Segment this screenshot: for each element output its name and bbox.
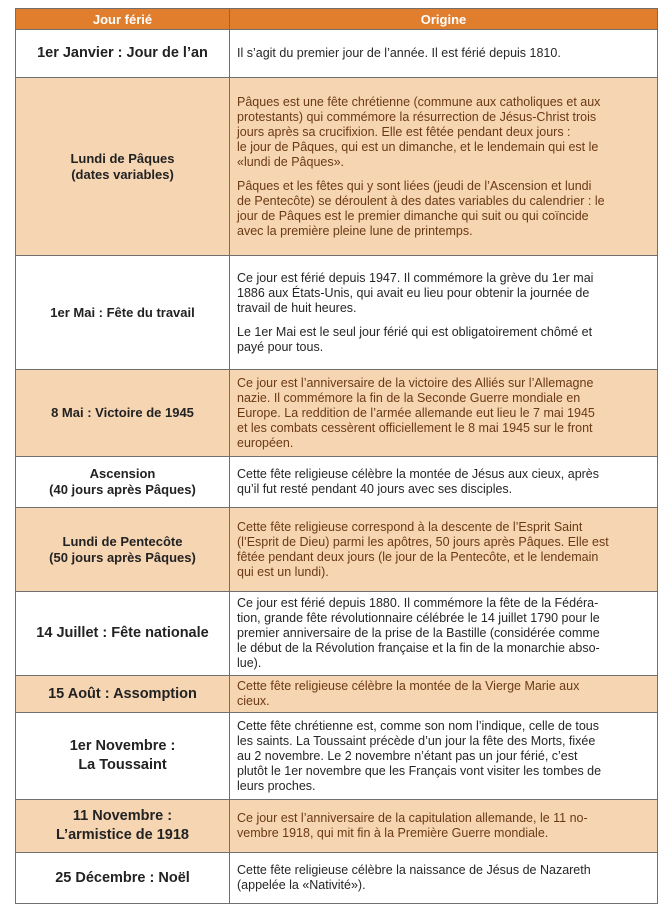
origin-paragraph: Le 1er Mai est le seul jour férié qui est obligatoirement chômé et payé pour tous. xyxy=(237,324,593,354)
holiday-name: 25 Décembre : Noël xyxy=(16,853,230,904)
holiday-name: 1er Janvier : Jour de l’an xyxy=(16,30,230,78)
origin-paragraph: Cette fête religieuse célèbre la montée de la Vierge Marie aux cieux. xyxy=(237,679,580,708)
holiday-name: 8 Mai : Victoire de 1945 xyxy=(16,370,230,457)
origin-paragraph: Il s’agit du premier jour de l’année. Il est férié depuis 1810. xyxy=(237,46,561,60)
table-row xyxy=(16,713,658,800)
holidays-table xyxy=(15,8,658,904)
origin-paragraph: Cette fête chrétienne est, comme son nom l’indique, celle de tous les saints. La Toussaint précède d’un jour la fête des Morts, fixée au 2 novembre. Le 2 novembre n’étant pas un jour férié, c’est plutôt le 1er novembre que les Français vont visiter les tombes de leurs proches. xyxy=(237,718,602,793)
table-row xyxy=(16,78,658,256)
holiday-name: 1er Mai : Fête du travail xyxy=(16,256,230,370)
table-row xyxy=(16,800,658,853)
origin-paragraph: Ce jour est férié depuis 1947. Il commémore la grève du 1er mai 1886 aux États-Unis, qui avait eu lieu pour obtenir la journée de travail de huit heures. xyxy=(237,270,594,315)
holiday-origin xyxy=(230,457,658,508)
holiday-name: 15 Août : Assomption xyxy=(16,676,230,713)
table-row xyxy=(16,370,658,457)
holiday-origin xyxy=(230,256,658,370)
table-row xyxy=(16,30,658,78)
holiday-name: Lundi de Pâques (dates variables) xyxy=(16,78,230,256)
holiday-name: Lundi de Pentecôte (50 jours après Pâques) xyxy=(16,508,230,592)
holiday-origin xyxy=(230,853,658,904)
table-row xyxy=(16,676,658,713)
holiday-origin xyxy=(230,508,658,592)
header-row xyxy=(16,9,658,30)
holiday-name: 11 Novembre : L’armistice de 1918 xyxy=(16,800,230,853)
origin-paragraph: Cette fête religieuse correspond à la descente de l’Esprit Saint (l’Esprit de Dieu) parmi les apôtres, 50 jours après Pâques. Elle est fêtée pendant deux jours (le jour de la Pentecôte, et le lendemain qui est un lundi). xyxy=(237,519,609,579)
origin-paragraph: Ce jour est l’anniversaire de la victoire des Alliés sur l’Allemagne nazie. Il commémore la fin de la Seconde Guerre mondiale en Europe. La reddition de l’armée allemande eut lieu le 7 mai 1945 et les combats cessèrent officiellement le 8 mai 1945 sur le front européen. xyxy=(237,375,595,450)
table-row xyxy=(16,592,658,676)
table-row xyxy=(16,853,658,904)
holiday-origin xyxy=(230,592,658,676)
holiday-origin xyxy=(230,800,658,853)
origin-paragraph: Ce jour est férié depuis 1880. Il commémore la fête de la Fédéra- tion, grande fête révolutionnaire célébrée le 14 juillet 1790 pour le premier anniversaire de la prise de la Bastille (considérée comme le début de la Révolution française et la fin de la monarchie abso- lue). xyxy=(237,596,600,670)
origin-paragraph: Cette fête religieuse célèbre la naissance de Jésus de Nazareth (appelée la «Nativité»). xyxy=(237,863,591,892)
table-row xyxy=(16,256,658,370)
header-jour-ferie: Jour férié xyxy=(16,9,230,30)
holiday-origin xyxy=(230,713,658,800)
holiday-name: 14 Juillet : Fête nationale xyxy=(16,592,230,676)
holiday-name: Ascension (40 jours après Pâques) xyxy=(16,457,230,508)
holiday-name: 1er Novembre : La Toussaint xyxy=(16,713,230,800)
table-row xyxy=(16,508,658,592)
origin-paragraph: Ce jour est l’anniversaire de la capitulation allemande, le 11 no- vembre 1918, qui mit fin à la Première Guerre mondiale. xyxy=(237,811,588,840)
table-row xyxy=(16,457,658,508)
header-origine: Origine xyxy=(230,9,658,30)
origin-paragraph: Cette fête religieuse célèbre la montée de Jésus aux cieux, après qu’il fut resté pendant 40 jours avec ses disciples. xyxy=(237,467,600,496)
holiday-origin xyxy=(230,676,658,713)
origin-paragraph: Pâques est une fête chrétienne (commune aux catholiques et aux protestants) qui commémore la résurrection de Jésus-Christ trois jours après sa crucifixion. Elle est fêtée pendant deux jours : le jour de Pâques, qui est un dimanche, et le lendemain qui est le «lundi de Pâques». xyxy=(237,94,601,169)
holiday-origin xyxy=(230,30,658,78)
holiday-origin xyxy=(230,78,658,256)
origin-paragraph: Pâques et les fêtes qui y sont liées (jeudi de l’Ascension et lundi de Pentecôte) se déroulent à des dates variables du calendrier : le jour de Pâques est le premier dimanche qui suit ou qui coïncide avec la première pleine lune de printemps. xyxy=(237,178,605,238)
holiday-origin xyxy=(230,370,658,457)
